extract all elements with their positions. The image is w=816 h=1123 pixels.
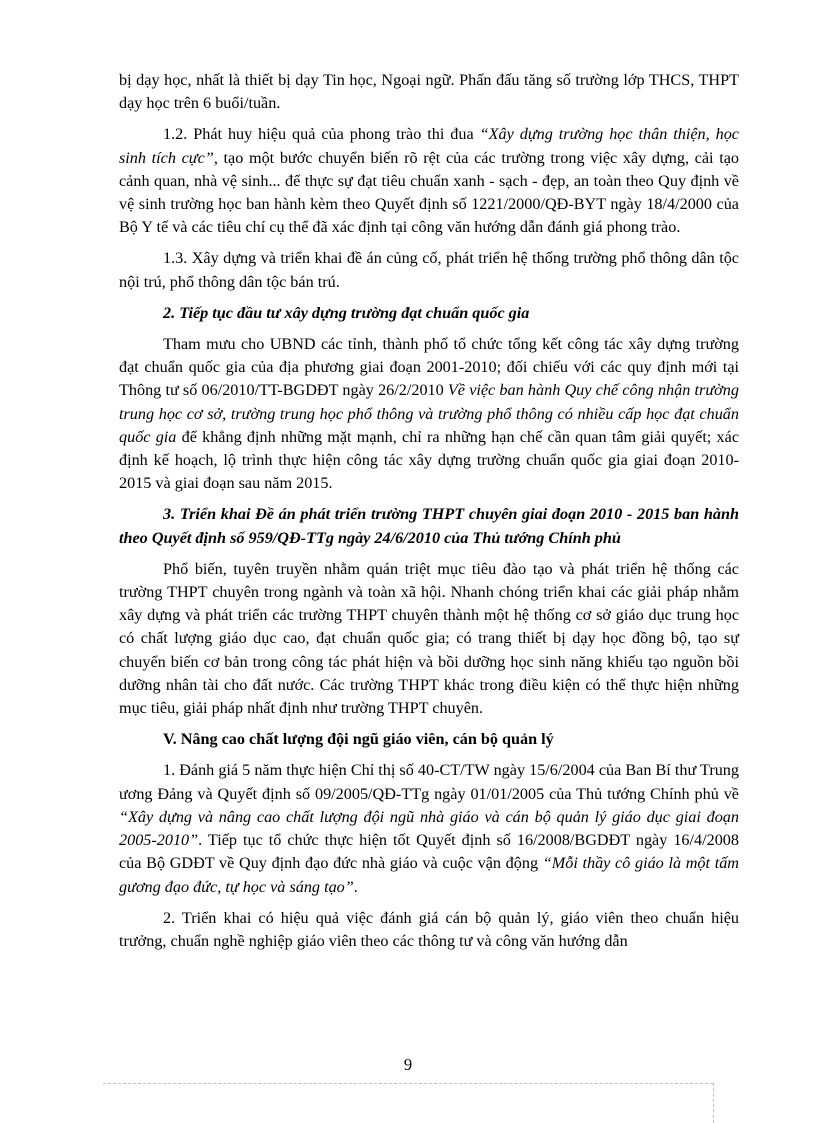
heading-section-3: 3. Triển khai Đề án phát triển trường THPT chuyên giai đoạn 2010 - 2015 ban hành theo Quyết định số 959/QĐ-TTg ngày 24/6/2010 của Thủ tướng Chính phủ (119, 505, 739, 547)
paragraph-continued: bị dạy học, nhất là thiết bị dạy Tin học, Ngoại ngữ. Phấn đấu tăng số trường lớp THCS, THPT dạy học trên 6 buổi/tuần. (119, 71, 739, 113)
paragraph-1-3: 1.3. Xây dựng và triển khai đề án củng cố, phát triển hệ thống trường phổ thông dân tộc nội trú, phổ thông dân tộc bán trú. (119, 249, 739, 291)
page-divider-vertical (713, 1083, 714, 1123)
paragraph-V-2: 2. Triển khai có hiệu quả việc đánh giá cán bộ quản lý, giáo viên theo chuẩn hiệu trưởng, chuẩn nghề nghiệp giáo viên theo các thông tư và công văn hướng dẫn (119, 908, 739, 950)
page-number: 9 (403, 1055, 413, 1074)
paragraph-1-2: 1.2. Phát huy hiệu quả của phong trào thi đua “Xây dựng trường học thân thiện, học sinh tích cực”, tạo một bước chuyển biến rõ rệt của các trường trong việc xây dựng, cải tạo cảnh quan, nhà vệ sinh... để thực sự đạt tiêu chuẩn xanh - sạch - đẹp, an toàn theo Quy định về vệ sinh trường học ban hành kèm theo Quyết định số 1221/2000/QĐ-BYT ngày 18/4/2000 của Bộ Y tế và các tiêu chí cụ thể đã xác định tại công văn hướng dẫn đánh giá phong trào. (119, 125, 739, 237)
page-divider (103, 1083, 713, 1084)
heading-section-2: 2. Tiếp tục đầu tư xây dựng trường đạt chuẩn quốc gia (163, 303, 530, 322)
document-body (119, 69, 739, 961)
paragraph-section-3: Phổ biến, tuyên truyền nhằm quán triệt mục tiêu đào tạo và phát triển hệ thống các trường THPT chuyên trong ngành và toàn xã hội. Nhanh chóng triển khai các giải pháp nhằm xây dựng và phát triển các trường THPT chuyên thành một hệ thống cơ sở giáo dục trung học có chất lượng giáo dục cao, đạt chuẩn quốc gia; có trang thiết bị dạy học đồng bộ, tạo sự chuyển biến cơ bản trong công tác phát hiện và bồi dưỡng học sinh năng khiếu tạo nguồn bồi dưỡng nhân tài cho đất nước. Các trường THPT khác trong điều kiện có thể thực hiện những mục tiêu, giải pháp nhất định như trường THPT chuyên. (119, 559, 739, 718)
paragraph-section-2: Tham mưu cho UBND các tỉnh, thành phố tổ chức tổng kết công tác xây dựng trường đạt chuẩn quốc gia của địa phương giai đoạn 2001-2010; đối chiếu với các quy định mới tại Thông tư số 06/2010/TT-BGDĐT ngày 26/2/2010 Về việc ban hành Quy chế công nhận trường trung học cơ sở, trường trung học phổ thông và trường phổ thông có nhiều cấp học đạt chuẩn quốc gia để khẳng định những mặt mạnh, chỉ ra những hạn chế cần quan tâm giải quyết; xác định kế hoạch, lộ trình thực hiện công tác xây dựng trường chuẩn quốc gia giai đoạn 2010-2015 và giai đoạn sau năm 2015. (119, 335, 739, 493)
heading-section-V: V. Nâng cao chất lượng đội ngũ giáo viên, cán bộ quản lý (163, 730, 554, 749)
paragraph-V-1: 1. Đánh giá 5 năm thực hiện Chỉ thị số 40-CT/TW ngày 15/6/2004 của Ban Bí thư Trung ương Đảng và Quyết định số 09/2005/QĐ-TTg ngày 01/01/2005 của Thủ tướng Chính phủ về “Xây dựng và nâng cao chất lượng đội ngũ nhà giáo và cán bộ quản lý giáo dục giai đoạn 2005-2010”. Tiếp tục tổ chức thực hiện tốt Quyết định số 16/2008/BGDĐT ngày 16/4/2008 của Bộ GDĐT về Quy định đạo đức nhà giáo và cuộc vận động “Mỗi thầy cô giáo là một tấm gương đạo đức, tự học và sáng tạo”. (119, 761, 739, 896)
